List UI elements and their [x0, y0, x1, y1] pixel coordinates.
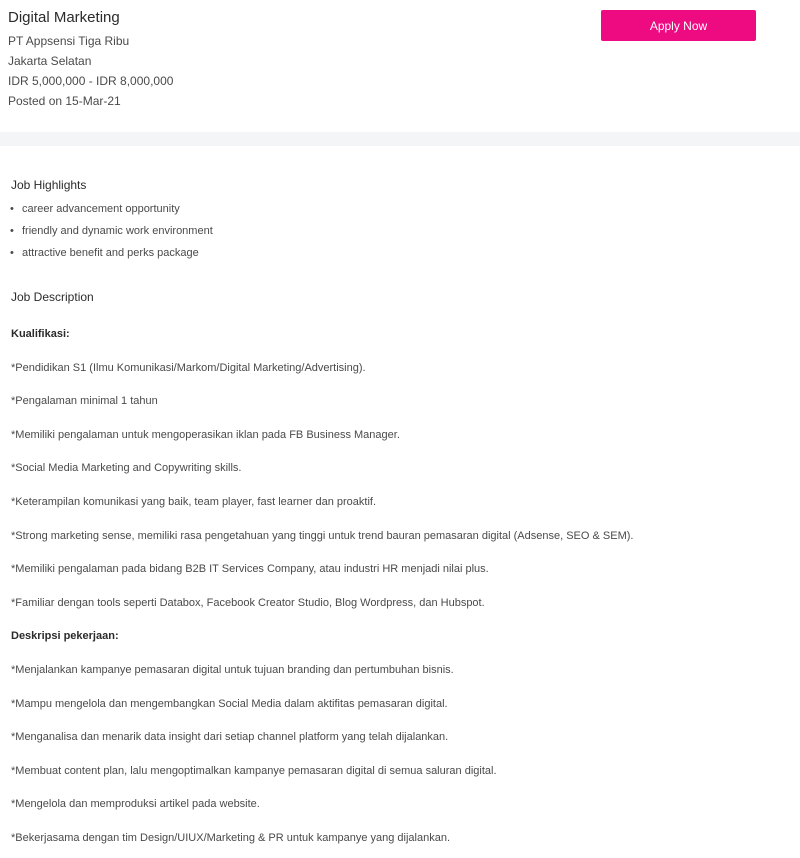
salary-range: IDR 5,000,000 - IDR 8,000,000 [8, 74, 174, 88]
highlight-item [10, 246, 213, 268]
highlight-text: career advancement opportunity [22, 203, 180, 215]
description-line: *Pendidikan S1 (Ilmu Komunikasi/Markom/Digital Marketing/Advertising). [11, 361, 366, 374]
bullet-icon: • [10, 247, 14, 259]
description-line: *Menjalankan kampanye pemasaran digital untuk tujuan branding dan pertumbuhan bisnis. [11, 663, 454, 676]
job-title: Digital Marketing [8, 9, 120, 26]
description-line: *Mampu mengelola dan mengembangkan Social Media dalam aktifitas pemasaran digital. [11, 697, 448, 710]
description-line: *Familiar dengan tools seperti Databox, Facebook Creator Studio, Blog Wordpress, dan Hubspot. [11, 596, 485, 609]
description-line: *Memiliki pengalaman untuk mengoperasikan iklan pada FB Business Manager. [11, 428, 400, 441]
job-highlights-title: Job Highlights [11, 178, 87, 192]
description-line: *Keterampilan komunikasi yang baik, team player, fast learner dan proaktif. [11, 495, 377, 508]
description-line: *Menganalisa dan menarik data insight dari setiap channel platform yang telah dijalankan. [11, 731, 449, 744]
description-line: *Pengalaman minimal 1 tahun [11, 395, 158, 408]
highlight-text: attractive benefit and perks package [22, 247, 199, 259]
bullet-icon: • [10, 225, 14, 237]
description-line: *Strong marketing sense, memiliki rasa pengetahuan yang tinggi untuk trend bauran pemasaran digital (Adsense, SEO & SEM). [11, 529, 634, 542]
highlight-item [10, 202, 213, 224]
apply-now-button[interactable]: Apply Now [601, 10, 756, 41]
job-description-body [11, 327, 791, 858]
description-line: *Mengelola dan memproduksi artikel pada website. [11, 798, 260, 811]
company-name: PT Appsensi Tiga Ribu [8, 34, 130, 48]
job-highlights-list [10, 202, 213, 268]
job-header [0, 0, 800, 132]
qualifications-heading: Kualifikasi: [11, 328, 70, 340]
description-line: *Membuat content plan, lalu mengoptimalkan kampanye pemasaran digital di semua saluran digital. [11, 764, 497, 777]
job-description-title: Job Description [11, 290, 94, 304]
highlight-item [10, 224, 213, 246]
job-location: Jakarta Selatan [8, 54, 92, 68]
highlight-text: friendly and dynamic work environment [22, 225, 213, 237]
bullet-icon: • [10, 203, 14, 215]
description-line: *Social Media Marketing and Copywriting skills. [11, 462, 242, 475]
description-line: *Bekerjasama dengan tim Design/UIUX/Marketing & PR untuk kampanye yang dijalankan. [11, 831, 451, 844]
job-duties-heading: Deskripsi pekerjaan: [11, 630, 119, 643]
description-line: *Memiliki pengalaman pada bidang B2B IT Services Company, atau industri HR menjadi nilai plus. [11, 563, 489, 576]
section-divider [0, 132, 800, 146]
posted-date: Posted on 15-Mar-21 [8, 94, 121, 108]
